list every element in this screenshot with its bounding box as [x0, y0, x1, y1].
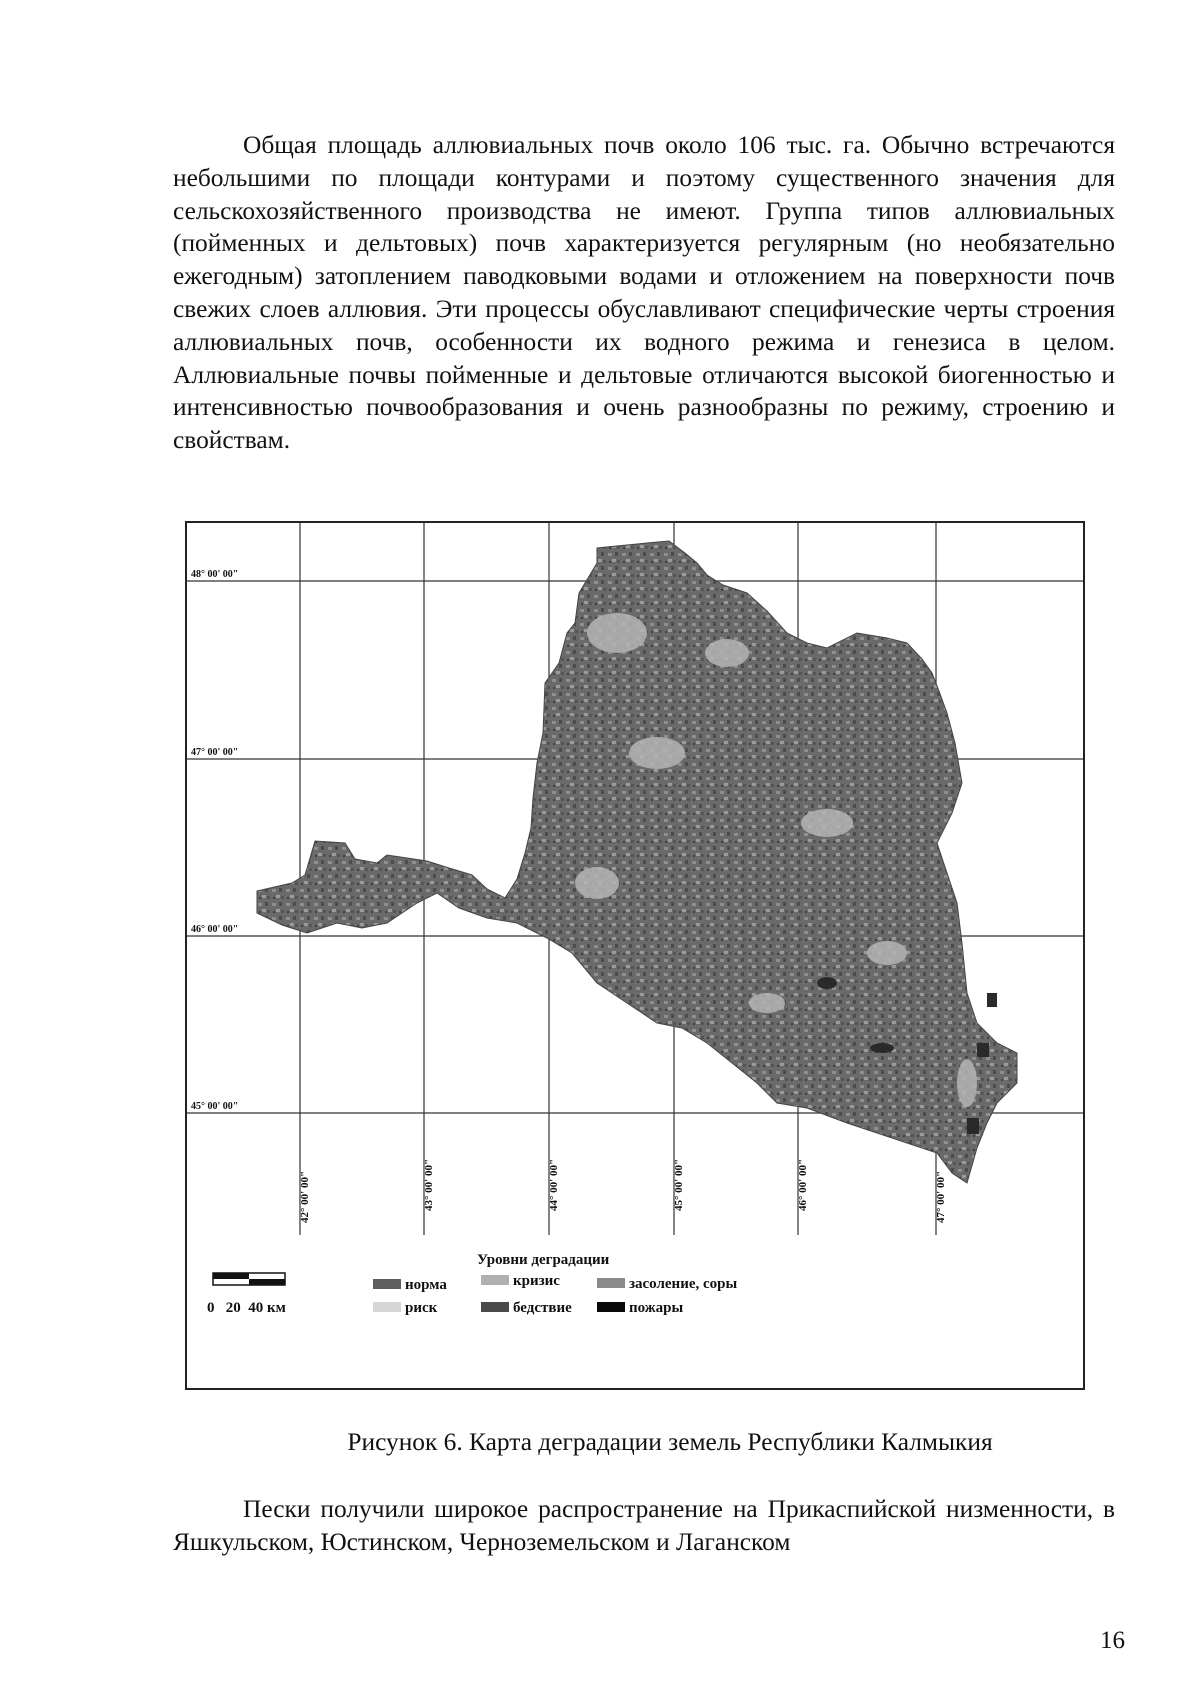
lat-label-47: 47° 00' 00"	[191, 747, 239, 758]
legend-label-risk: риск	[405, 1300, 438, 1316]
legend-swatch-disaster	[481, 1302, 509, 1312]
legend-swatch-fires	[597, 1302, 625, 1312]
legend	[373, 1252, 738, 1316]
lat-label-48: 48° 00' 00"	[191, 569, 239, 580]
lon-label-45: 45° 00' 00"	[673, 1158, 685, 1211]
page-number: 16	[1100, 1627, 1125, 1654]
legend-label-disaster: бедствие	[513, 1300, 572, 1316]
legend-swatch-risk	[373, 1302, 401, 1312]
map-svg	[187, 523, 1083, 1388]
scale-label: 0 20 40 км	[207, 1300, 286, 1316]
lon-label-46: 46° 00' 00"	[797, 1158, 809, 1211]
lat-label-46: 46° 00' 00"	[191, 924, 239, 935]
legend-label-salinization: засоление, соры	[629, 1276, 738, 1292]
legend-swatch-salinization	[597, 1278, 625, 1288]
lon-label-47: 47° 00' 00"	[935, 1170, 947, 1223]
legend-swatch-norma	[373, 1279, 401, 1289]
lon-label-42: 42° 00' 00"	[299, 1170, 311, 1223]
figure-caption	[0, 1428, 1200, 1457]
paragraph-sands: Пески получили широкое распространение на Прикаспийской низменности, в Яшкульском, Юстинском, Черноземельском и Лаганском	[173, 1495, 1115, 1556]
legend-label-crisis: кризис	[513, 1273, 560, 1289]
land-degradation-map	[185, 521, 1085, 1390]
lon-label-43: 43° 00' 00"	[423, 1158, 435, 1211]
kalmykia-region	[257, 541, 1017, 1183]
legend-label-fires: пожары	[629, 1300, 684, 1316]
legend-title: Уровни деградации	[477, 1252, 610, 1268]
legend-swatch-crisis	[481, 1275, 509, 1285]
lat-label-45: 45° 00' 00"	[191, 1101, 239, 1112]
lon-label-44: 44° 00' 00"	[548, 1158, 560, 1211]
legend-label-norma: норма	[405, 1277, 447, 1293]
figure-caption-text: Рисунок 6. Карта деградации земель Республики Калмыкия	[347, 1428, 993, 1456]
paragraph-alluvial-soils: Общая площадь аллювиальных почв около 106 тыс. га. Обычно встречаются небольшими по площади контурами и поэтому существенного значения для сельскохозяйственного производства не имеют. Группа типов аллювиальных (пойменных и дельтовых) почв характеризуется регулярным (но необязательно ежегодным) затоплением паводковыми водами и отложением на поверхности почв свежих слоев аллювия. Эти процессы обуславливают специфические черты строения аллювиальных почв, особенности их водного режима и генезиса в целом. Аллювиальные почвы пойменные и дельтовые отличаются высокой биогенностью и интенсивностью почвообразования и очень разнообразны по режиму, строению и свойствам.	[173, 131, 1115, 455]
scale-bar	[207, 1273, 286, 1316]
